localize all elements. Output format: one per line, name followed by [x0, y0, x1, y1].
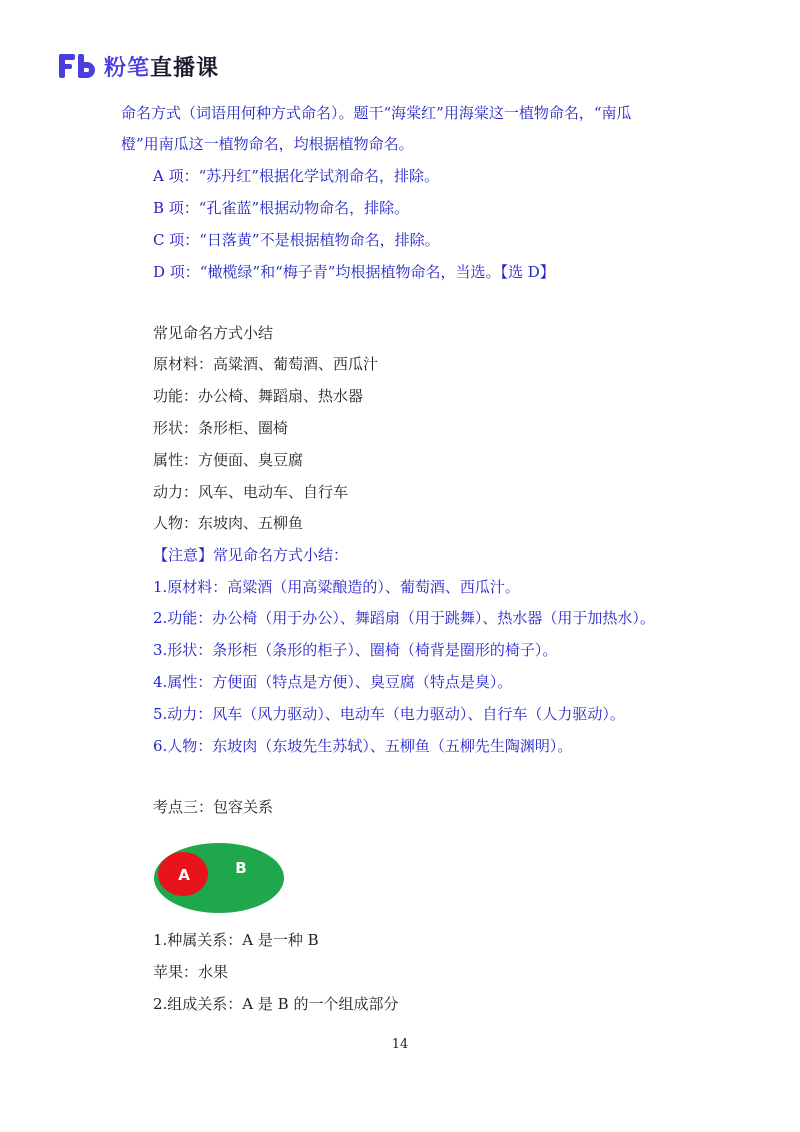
inclusion-venn-diagram: [153, 842, 285, 914]
note-item: 5.动力：风车（风力驱动）、电动车（电力驱动）、自行车（人力驱动）。: [153, 705, 625, 723]
section-title: 考点三：包容关系: [153, 798, 274, 816]
summary-item: 原材料：高粱酒、葡萄酒、西瓜汁: [153, 355, 379, 373]
relation-line: 1.种属关系：A 是一种 B: [153, 931, 319, 949]
fb-logo-icon: [58, 52, 96, 80]
option-d: D 项：“橄榄绿”和“梅子青”均根据植物命名，当选。【选 D】: [153, 263, 555, 281]
explain-line-1: 命名方式（词语用何种方式命名）。题干“海棠红”用海棠这一植物命名，“南瓜: [121, 104, 632, 122]
brand-name: [104, 51, 219, 82]
page-number: 14: [391, 1037, 409, 1052]
note-item: 3.形状：条形柜（条形的柜子）、圈椅（椅背是圈形的椅子）。: [153, 641, 558, 659]
relation-line: 2.组成关系：A 是 B 的一个组成部分: [153, 995, 399, 1013]
brand-logo: [58, 50, 219, 82]
summary-item: 功能：办公椅、舞蹈扇、热水器: [153, 387, 364, 405]
option-a: A 项：“苏丹红”根据化学试剂命名，排除。: [153, 167, 439, 185]
note-title: 【注意】常见命名方式小结：: [153, 546, 349, 564]
note-item: 2.功能：办公椅（用于办公）、舞蹈扇（用于跳舞）、热水器（用于加热水）。: [153, 609, 655, 627]
summary-item: 形状：条形柜、圈椅: [153, 419, 289, 437]
summary-item: 属性：方便面、臭豆腐: [153, 451, 304, 469]
relation-line: 苹果：水果: [153, 963, 229, 981]
set-a-label: A: [178, 866, 190, 884]
option-c: C 项：“日落黄”不是根据植物命名，排除。: [153, 231, 440, 249]
summary-item: 人物：东坡肉、五柳鱼: [153, 514, 304, 532]
explain-line-2: 橙”用南瓜这一植物命名，均根据植物命名。: [121, 135, 414, 153]
brand-subtitle: 直播课: [150, 55, 220, 81]
brand-title: 粉笔: [104, 55, 151, 81]
summary-item: 动力：风车、电动车、自行车: [153, 483, 349, 501]
note-item: 6.人物：东坡肉（东坡先生苏轼）、五柳鱼（五柳先生陶渊明）。: [153, 737, 573, 755]
option-b: B 项：“孔雀蓝”根据动物命名，排除。: [153, 199, 410, 217]
note-item: 4.属性：方便面（特点是方便）、臭豆腐（特点是臭）。: [153, 673, 513, 691]
set-b-label: B: [235, 859, 247, 877]
summary-title: 常见命名方式小结: [153, 324, 274, 342]
note-item: 1.原材料：高粱酒（用高粱酿造的）、葡萄酒、西瓜汁。: [153, 578, 520, 596]
